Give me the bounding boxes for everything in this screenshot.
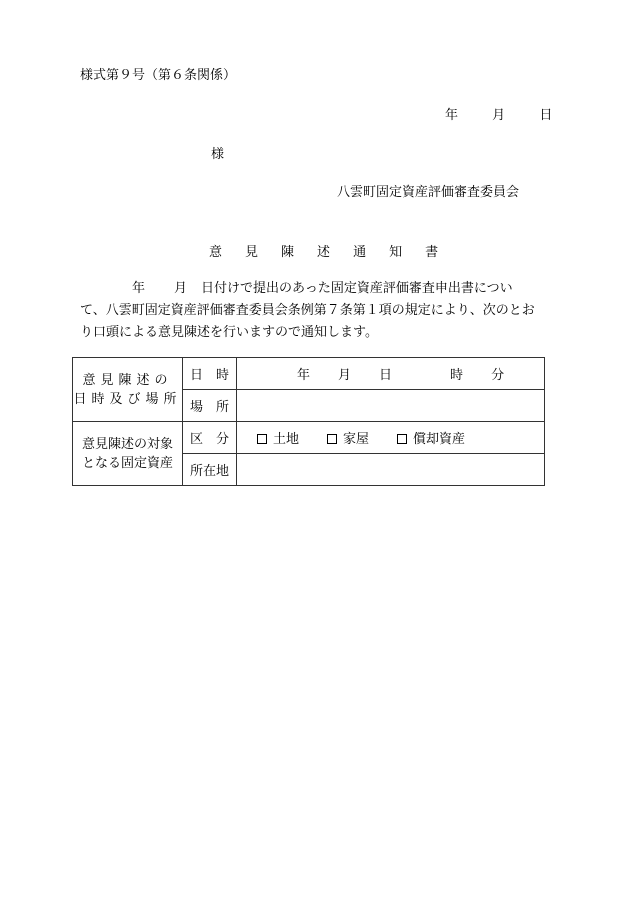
section-heading-line: となる固定資産 xyxy=(81,455,173,471)
section-heading-line: 意見陳述の xyxy=(82,372,173,388)
category-option-land[interactable] xyxy=(257,428,299,447)
table-row xyxy=(73,358,545,390)
category-option-label: 土地 xyxy=(273,432,300,447)
date-year-label: 年 xyxy=(445,108,459,123)
category-label: 区 分 xyxy=(183,422,237,454)
body-line-2: て、八雲町固定資産評価審査委員会条例第７条第１項の規定により、次のとお xyxy=(80,303,535,318)
place-field[interactable] xyxy=(237,390,545,422)
title-char: 知 xyxy=(389,245,403,260)
place-label: 場 所 xyxy=(183,390,237,422)
location-label: 所在地 xyxy=(183,454,237,486)
notice-table xyxy=(72,357,545,486)
date-month-label: 月 xyxy=(492,108,506,123)
datetime-minute-label: 分 xyxy=(491,368,505,383)
location-field[interactable] xyxy=(237,454,545,486)
section-heading-line: 日時及び場所 xyxy=(73,391,182,407)
checkbox-icon[interactable] xyxy=(257,434,267,444)
section-heading-target-property xyxy=(73,422,183,486)
table-row xyxy=(73,422,545,454)
date-day-label: 日 xyxy=(539,108,553,123)
body-line-3: り口頭による意見陳述を行いますので通知します。 xyxy=(80,325,378,340)
title-char: 見 xyxy=(245,245,259,260)
title-char: 述 xyxy=(317,245,331,260)
recipient-suffix: 様 xyxy=(211,147,225,162)
sender-name: 八雲町固定資産評価審査委員会 xyxy=(337,185,520,200)
datetime-label: 日 時 xyxy=(183,358,237,390)
category-option-building[interactable] xyxy=(327,428,369,447)
datetime-day-label: 日 xyxy=(379,368,393,383)
datetime-year-label: 年 xyxy=(297,368,311,383)
datetime-hour-label: 時 xyxy=(450,368,464,383)
date-line xyxy=(445,104,552,123)
document-title xyxy=(209,241,438,260)
body-paragraph xyxy=(80,278,548,344)
section-heading-datetime-place xyxy=(73,358,183,422)
form-number: 様式第９号（第６条関係） xyxy=(80,68,237,83)
body-month-label: 月 xyxy=(174,281,188,296)
category-options xyxy=(237,422,545,454)
title-char: 通 xyxy=(353,245,367,260)
body-year-label: 年 xyxy=(132,281,146,296)
category-option-label: 家屋 xyxy=(343,432,370,447)
title-char: 書 xyxy=(425,245,439,260)
category-option-depreciable-assets[interactable] xyxy=(397,428,465,447)
datetime-field[interactable] xyxy=(237,358,545,390)
checkbox-icon[interactable] xyxy=(397,434,407,444)
title-char: 意 xyxy=(209,245,223,260)
datetime-month-label: 月 xyxy=(338,368,352,383)
category-option-label: 償却資産 xyxy=(413,432,466,447)
section-heading-line: 意見陳述の対象 xyxy=(81,436,173,452)
body-line-1-text: 日付けで提出のあった固定資産評価審査申出書につい xyxy=(201,281,513,296)
title-char: 陳 xyxy=(281,245,295,260)
checkbox-icon[interactable] xyxy=(327,434,337,444)
body-line-1 xyxy=(80,278,548,300)
